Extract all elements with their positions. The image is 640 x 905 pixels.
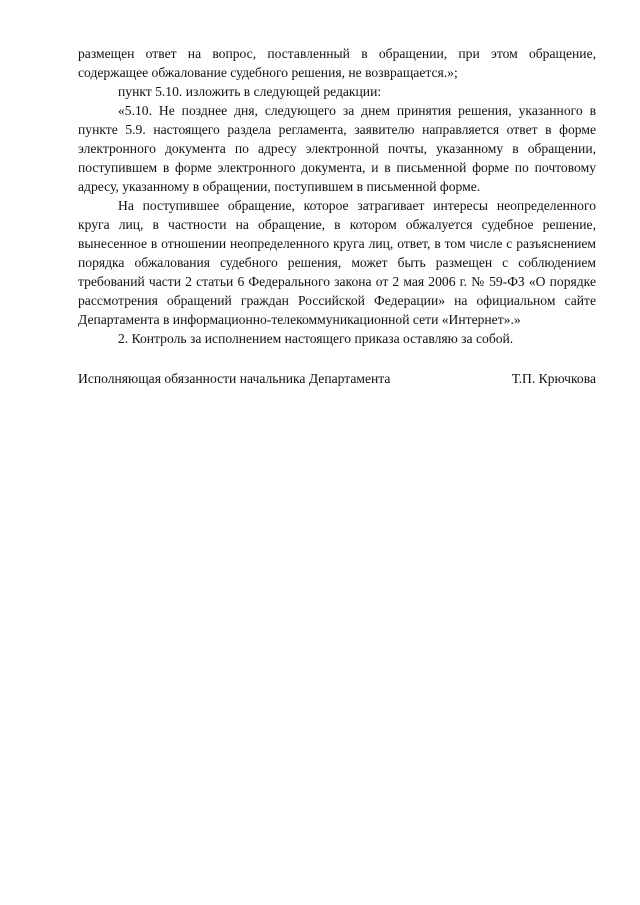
document-body bbox=[78, 44, 596, 348]
paragraph-control-clause: 2. Контроль за исполнением настоящего приказа оставляю за собой. bbox=[118, 331, 514, 346]
paragraph-item-5-10-heading: пункт 5.10. изложить в следующей редакции: bbox=[118, 84, 382, 99]
paragraph-public-response: На поступившее обращение, которое затрагивает интересы неопределенного круга лиц, в частности на обращение, в котором обжалуется судебное решение, вынесенное в отношении неопределенного круга лиц, ответ, в том числе с разъяснением порядка обжалования судебного решения, может быть размещен с соблюдением требований части 2 статьи 6 Федерального закона от 2 мая 2006 г. № 59-ФЗ «О порядке рассмотрения обращений граждан Российской Федерации» на официальном сайте Департамента в информационно-телекоммуникационной сети «Интернет».» bbox=[78, 198, 596, 327]
signatory-name: Т.П. Крючкова bbox=[511, 371, 596, 386]
paragraph-item-5-10-text: «5.10. Не позднее дня, следующего за днем принятия решения, указанного в пункте 5.9. настоящего раздела регламента, заявителю направляется ответ в форме электронного документа по адресу электронной почты, указанному в обращении, поступившем в форме электронного документа, и в письменной форме по почтовому адресу, указанному в обращении, поступившем в письменной форме. bbox=[78, 103, 596, 194]
signature-block bbox=[78, 369, 596, 388]
paragraph-continuation: размещен ответ на вопрос, поставленный в обращении, при этом обращение, содержащее обжалование судебного решения, не возвращается.»; bbox=[78, 46, 596, 80]
signatory-position: Исполняющая обязанности начальника Департамента bbox=[78, 371, 391, 386]
